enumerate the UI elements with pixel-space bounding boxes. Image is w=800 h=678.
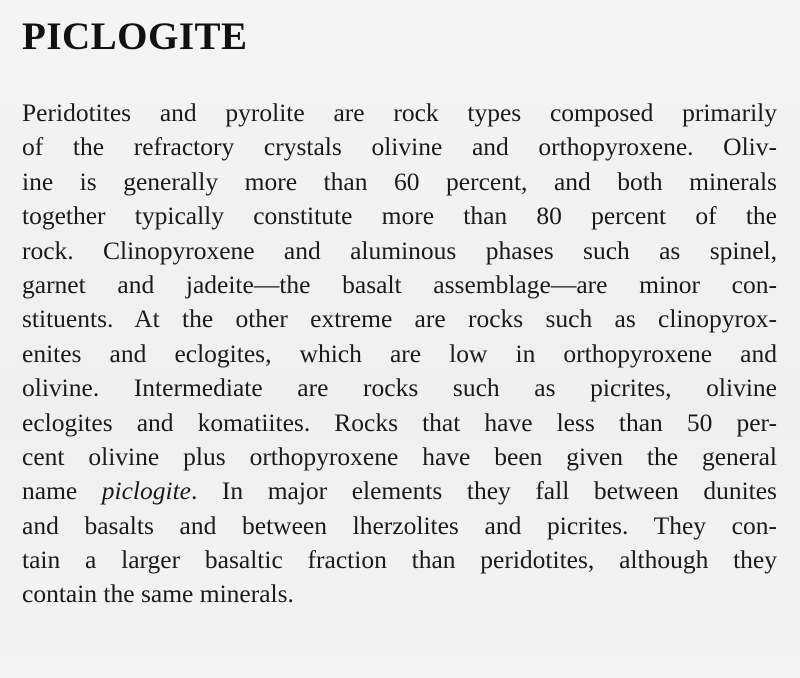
- body-line: Peridotites and pyrolite are rock types composed primarily: [22, 98, 777, 127]
- body-line: ine is generally more than 60 percent, and both minerals: [22, 166, 777, 196]
- body-line: tain a larger basaltic fraction than peridotites, although they: [22, 545, 777, 575]
- body-line: eclogites and komatiites. Rocks that have less than 50 per-: [22, 407, 777, 437]
- article-title: PICLOGITE: [22, 15, 248, 58]
- body-line: cent olivine plus orthopyroxene have been given the general: [22, 441, 777, 471]
- body-line: rock. Clinopyroxene and aluminous phases such as spinel,: [22, 235, 777, 265]
- body-line: garnet and jadeite—the basalt assemblage—are minor con-: [22, 269, 777, 299]
- body-line: stituents. At the other extreme are rocks such as clinopyrox-: [22, 304, 777, 334]
- term-piclogite: piclogite: [101, 476, 191, 506]
- line-suffix: . In major elements they fall between dunites: [191, 476, 777, 506]
- article-body: [22, 96, 777, 612]
- body-line: together typically constitute more than 80 percent of the: [22, 201, 777, 231]
- body-line-with-term: [22, 474, 777, 508]
- body-line: olivine. Intermediate are rocks such as picrites, olivine: [22, 373, 777, 403]
- body-line: and basalts and between lherzolites and picrites. They con-: [22, 510, 777, 540]
- line-prefix: name: [22, 476, 102, 506]
- body-line-last: contain the same minerals.: [22, 579, 294, 609]
- body-line: enites and eclogites, which are low in orthopyroxene and: [22, 338, 777, 368]
- body-line: of the refractory crystals olivine and orthopyroxene. Oliv-: [22, 132, 777, 162]
